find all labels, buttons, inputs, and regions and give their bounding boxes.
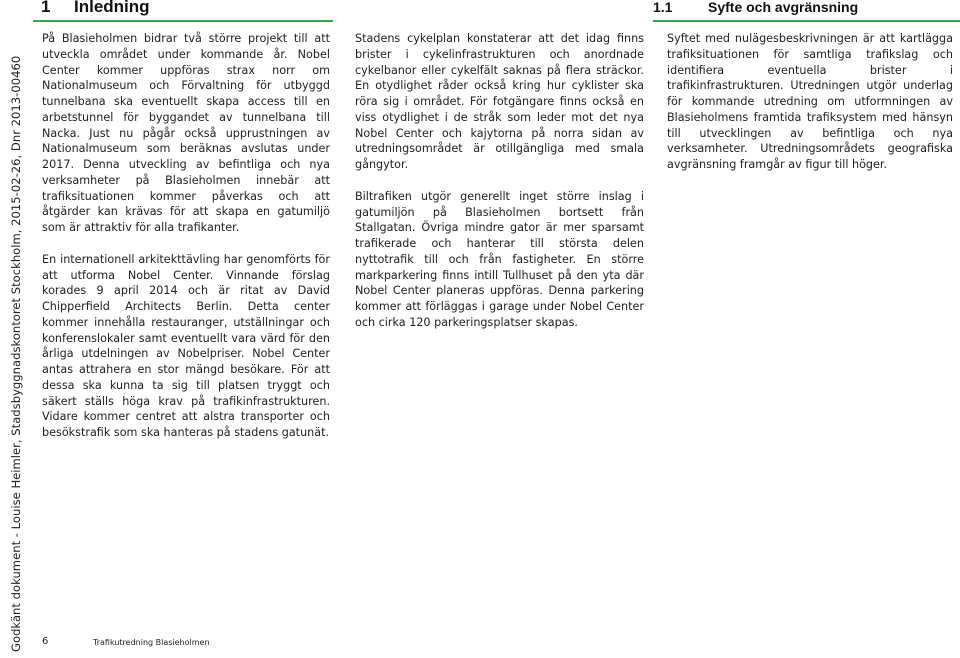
section-title: Syfte och avgränsning: [708, 0, 859, 15]
approval-sidebar: [0, 0, 23, 658]
page-number: 6: [42, 636, 49, 647]
approval-sidebar-text: Godkänt dokument - Louise Heimler, Stadsbyggnadskontoret Stockholm, 2015-02-26, Dnr 2013-00460: [9, 55, 23, 652]
text-column-3: [667, 31, 953, 189]
paragraph: Syftet med nulägesbeskrivningen är att kartlägga trafiksituationen för samtliga trafikslag och identifiera eventuella brister i trafikinfrastrukturen. Utredningen utgör underlag för kommande utredning om utformningen av Blasieholmens framtida trafiksystem med hänsyn till utvecklingen av befintliga och nya verksamheter. Utredningsområdets geografiska avgränsning framgår av figur till höger.: [667, 32, 953, 171]
paragraph: På Blasieholmen bidrar två större projekt till att utveckla området under kommande år. Nobel Center kommer uppföras strax norr om Nationalmuseum och Förvaltning för utbyggd tunnelbana ska eventuellt skapa access till en arbetstunnel för byggandet av tunnelbana till Nacka. Just nu pågår också upprustningen av Nationalmuseum som beräknas avslutas under 2017. Denna utveckling av befintliga och nya verksamheter på Blasieholmen innebär att trafiksituationen kommer påverkas och att åtgärder kan krävas för att skapa en gatumiljö som är attraktiv för alla trafikanter.: [42, 32, 330, 234]
chapter-title: Inledning: [74, 0, 150, 16]
chapter-number: 1: [41, 0, 51, 16]
footer-title: Trafikutredning Blasieholmen: [93, 638, 210, 647]
text-column-1: [42, 31, 330, 457]
section-number: 1.1: [653, 0, 673, 15]
paragraph: Stadens cykelplan konstaterar att det idag finns brister i cykelinfrastrukturen och anordnade cykelbanor eller cykelfält saknas på flera sträckor. En otydlighet råder också kring hur cyklister ska röra sig i området. För fotgängare finns också en viss otydlighet i de stråk som leder mot det nya Nobel Center och kajytorna på norra sidan av utredningsområdet är otillgängliga med smala gångytor.: [355, 32, 644, 171]
chapter-header: [33, 0, 333, 22]
paragraph: Biltrafiken utgör generellt inget större inslag i gatumiljön på Blasieholmen bortsett från Stallgatan. Övriga mindre gator är mer sparsamt trafikerade och hanterar till största delen nyttotrafik till och från fastigheter. En större markparkering finns intill Tullhuset på den yta där Nobel Center planeras uppföras. Denna parkering kommer att förläggas i garage under Nobel Center och cirka 120 parkeringsplatser skapas.: [355, 189, 644, 329]
section-header: [653, 0, 960, 22]
paragraph: En internationell arkitekttävling har genomförts för att utforma Nobel Center. Vinnande förslag korades 9 april 2014 och är ritat av David Chipperfield Architects Berlin. Detta center kommer innehålla restauranger, utställningar och konferenslokaler samt eventuellt vara värd för den årliga utdelningen av Nobelpriser. Nobel Center antas attrahera en stor mängd besökare. För att dessa ska kunna ta sig till platsen tryggt och säkert ställs höga krav på trafikinfrastrukturen. Vidare kommer centret att alstra transporter och besökstrafik som ska hanteras på stadens gatunät.: [42, 252, 330, 439]
